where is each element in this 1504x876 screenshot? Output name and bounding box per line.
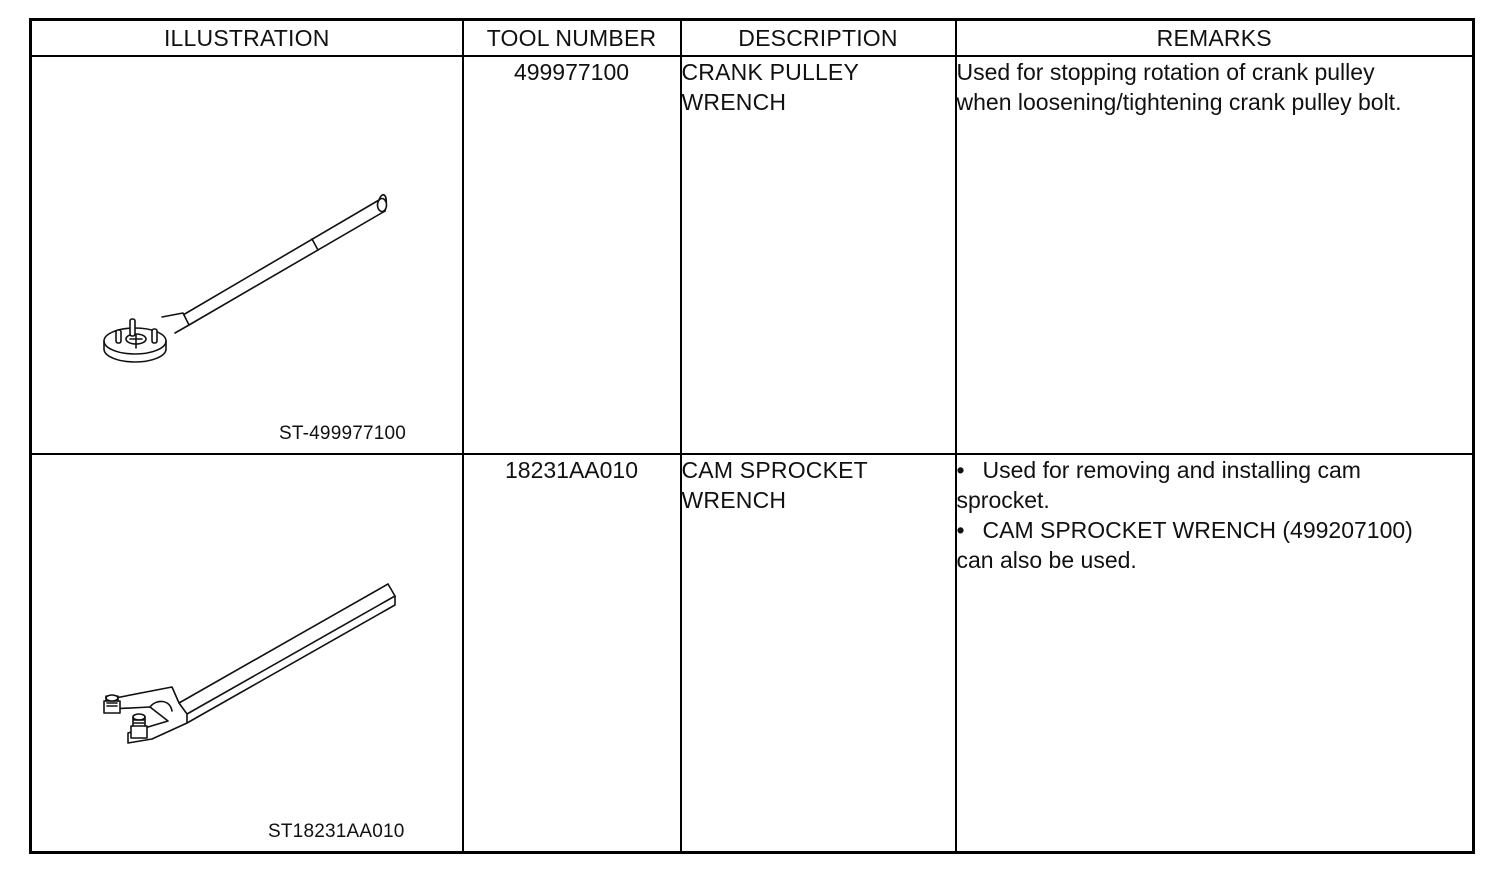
description-line: WRENCH bbox=[681, 89, 787, 115]
remarks-bullet-item bbox=[957, 455, 1473, 485]
crank-pulley-wrench-icon bbox=[32, 57, 462, 453]
cam-sprocket-wrench-icon bbox=[32, 455, 462, 851]
header-illustration: ILLUSTRATION bbox=[31, 20, 463, 57]
header-tool-number: TOOL NUMBER bbox=[463, 20, 681, 57]
special-tools-table bbox=[29, 18, 1475, 854]
illustration-code: ST-499977100 bbox=[279, 423, 407, 444]
description-cell bbox=[681, 56, 956, 454]
remarks-line: can also be used. bbox=[956, 547, 1137, 573]
header-remarks: REMARKS bbox=[956, 20, 1474, 57]
tool-number-cell: 499977100 bbox=[463, 56, 681, 454]
bullet-icon: • bbox=[956, 517, 965, 543]
illustration-cell bbox=[31, 56, 463, 454]
tool-number-cell: 18231AA010 bbox=[463, 454, 681, 853]
remarks-cell bbox=[956, 454, 1474, 853]
description-line: CRANK PULLEY bbox=[681, 59, 860, 85]
description-line: WRENCH bbox=[681, 487, 787, 513]
table-row bbox=[31, 454, 1474, 853]
description-line: CAM SPROCKET bbox=[681, 457, 868, 483]
remarks-line: sprocket. bbox=[956, 487, 1050, 513]
bullet-icon: • bbox=[956, 457, 965, 483]
illustration-cell bbox=[31, 454, 463, 853]
remarks-bullet-item bbox=[957, 515, 1473, 545]
description-cell bbox=[681, 454, 956, 853]
remarks-line: when loosening/tightening crank pulley bolt. bbox=[956, 89, 1402, 115]
table-header-row bbox=[31, 20, 1474, 57]
header-description: DESCRIPTION bbox=[681, 20, 956, 57]
remarks-line: Used for removing and installing cam bbox=[982, 457, 1361, 483]
remarks-cell bbox=[956, 56, 1474, 454]
remarks-line: Used for stopping rotation of crank pulley bbox=[956, 59, 1375, 85]
table-row bbox=[31, 56, 1474, 454]
illustration-code: ST18231AA010 bbox=[268, 821, 405, 842]
remarks-line: CAM SPROCKET WRENCH (499207100) bbox=[982, 517, 1413, 543]
